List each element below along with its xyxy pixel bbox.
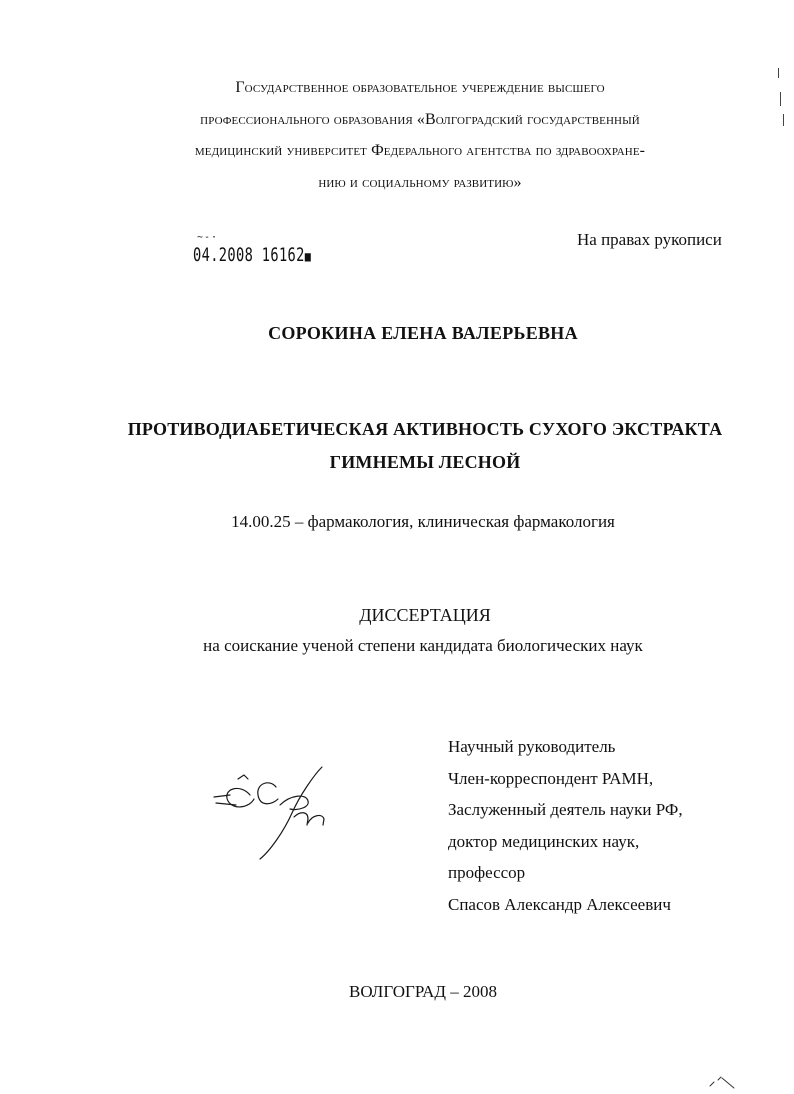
supervisor-line: Научный руководитель — [448, 737, 616, 756]
corner-scribble — [708, 1074, 738, 1090]
supervisor-name: Спасов Александр Алексеевич — [448, 894, 671, 914]
scan-edge-mark — [780, 92, 781, 106]
degree-purpose: на соискание ученой степени кандидата биологических наук — [203, 636, 643, 655]
supervisor-line: Заслуженный деятель науки РФ, — [448, 800, 683, 819]
supervisor-line: Член-корреспондент РАМН, — [448, 768, 654, 788]
supervisor-line: доктор медицинских наук, — [448, 831, 640, 851]
specialty-code: 14.00.25 – фармакология, клиническая фармакология — [231, 512, 615, 531]
scan-edge-mark — [783, 114, 784, 126]
institution-line: Государственное образовательное учереждение высшего — [235, 79, 605, 96]
institution-name — [90, 72, 750, 198]
institution-line: профессионального образования «Волгоградский государственный — [200, 110, 640, 128]
supervisor-line: профессор — [448, 863, 526, 882]
registration-number-text: 04.2008 16162 — [193, 244, 305, 266]
signature — [210, 765, 340, 865]
institution-line: нию и социальному развитию» — [318, 173, 522, 191]
document-type: ДИССЕРТАЦИЯ — [359, 605, 491, 625]
scan-edge-mark — [778, 68, 779, 78]
city-and-year: ВОЛГОГРАД – 2008 — [349, 982, 497, 1001]
title-line: ГИМНЕМЫ ЛЕСНОЙ — [329, 452, 521, 472]
registration-stamp-mark: ~-· — [197, 232, 219, 243]
registration-dot: ■ — [304, 249, 312, 265]
registration-number — [193, 244, 311, 266]
institution-line: медицинский университет Федерального агентства по здравоохране- — [194, 142, 646, 159]
dissertation-title — [100, 413, 750, 479]
supervisor-block — [448, 731, 683, 920]
title-line: ПРОТИВОДИАБЕТИЧЕСКАЯ АКТИВНОСТЬ СУХОГО ЭКСТРАКТА — [127, 419, 723, 439]
manuscript-note: На правах рукописи — [577, 230, 722, 249]
author-name: СОРОКИНА ЕЛЕНА ВАЛЕРЬЕВНА — [268, 323, 578, 343]
